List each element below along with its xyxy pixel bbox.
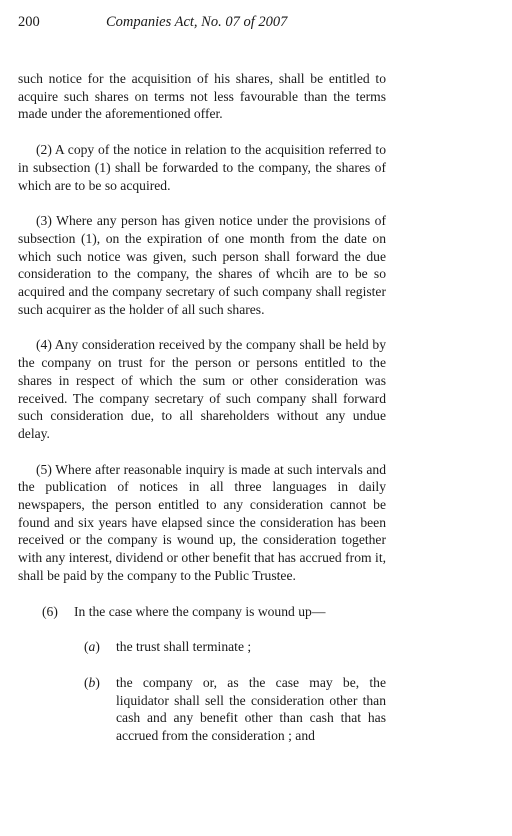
page-number: 200: [18, 14, 40, 30]
item-text: the company or, as the case may be, the liquidator shall sell the consideration other than cash and any benefit other than cash that has accrued from the consideration ; and: [116, 674, 386, 744]
item-label: (a): [84, 639, 100, 655]
document-body: [18, 70, 386, 763]
page-header: [18, 14, 498, 34]
item-text: the trust shall terminate ;: [116, 639, 252, 655]
paragraph-subsection-2: (2) A copy of the notice in relation to the acquisition referred to in subsection (1) shall be forwarded to the company, the shares of which are to be so acquired.: [18, 142, 386, 193]
paragraph-subsection-6: [18, 603, 386, 621]
paragraph-continuation: such notice for the acquisition of his shares, shall be entitled to acquire such shares on terms not less favourable than the terms made under the aforementioned offer.: [18, 71, 386, 122]
list-item-b: [84, 674, 386, 745]
paragraph-subsection-3: (3) Where any person has given notice under the provisions of subsection (1), on the expiration of one month from the date on which such notice was given, such person shall forward the due consideration to the company, the shares of whcih are to be so acquired and the company secretary of such company shall register such acquirer as the holder of all such shares.: [18, 213, 386, 317]
subsection-text: In the case where the company is wound up—: [74, 603, 326, 619]
subsection-number: (6): [42, 603, 58, 619]
paragraph-subsection-4: (4) Any consideration received by the company shall be held by the company on trust for the person or persons entitled to the shares in respect of which the sum or other consideration was received. The company secretary of such company shall forward such consideration due, to all shareholders without any undue delay.: [18, 337, 386, 441]
item-label: (b): [84, 674, 100, 690]
running-title: Companies Act, No. 07 of 2007: [106, 14, 288, 30]
list-item-a: [84, 638, 386, 656]
paragraph-subsection-5: (5) Where after reasonable inquiry is made at such intervals and the publication of notices in all three languages in daily newspapers, the person entitled to any consideration cannot be found and six years have elapsed since the consideration has been received or the company is wound up, the consideration together with any interest, dividend or other benefit that has accrued from it, shall be paid by the company to the Public Trustee.: [18, 461, 386, 583]
